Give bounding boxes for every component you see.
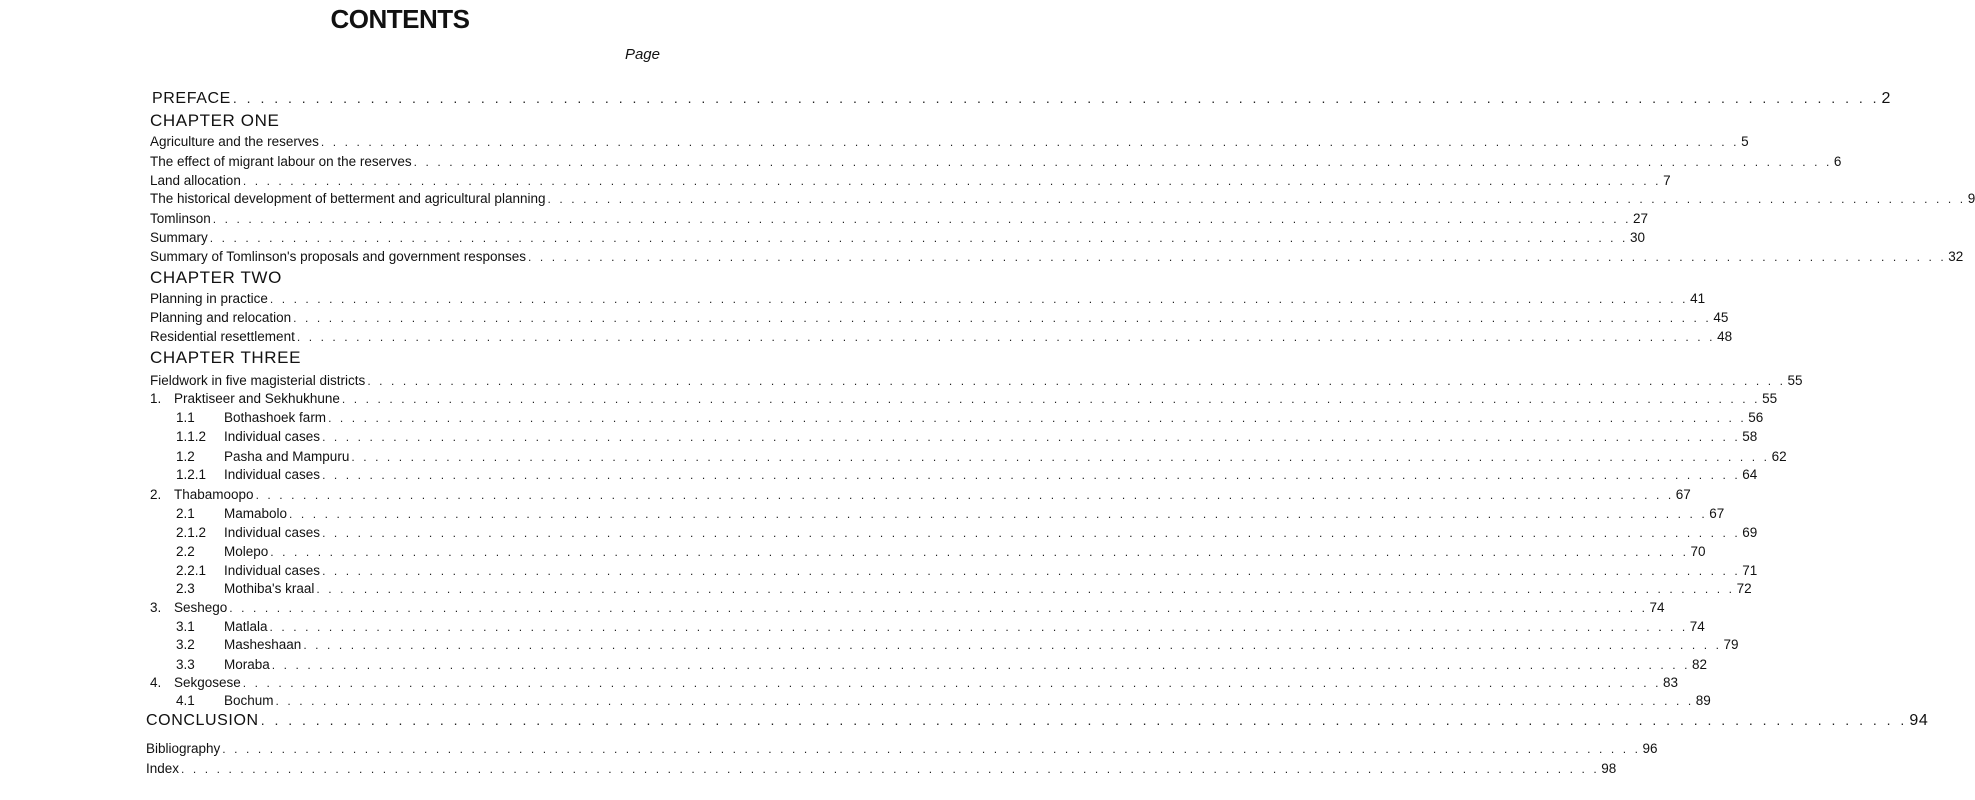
entry-page: 70 <box>1690 544 1706 559</box>
entry-label: Sekgosese <box>174 675 241 690</box>
dot-leader: . . . . . . . . . . . . . . . . . . . . . . . . . . . . . . . . . . . . . . . . . . . . . . . . . . . . . . . . . . . . . . . . . . . . . . . . . . . . . . . . . . . . . . . . . . . . . . . . . . . . . . . . . . . . . . . . . . . . . . . . <box>328 411 1747 425</box>
entry-number: 2.1 <box>176 506 195 521</box>
toc-entry <box>150 133 1749 151</box>
toc-entry <box>146 740 1658 758</box>
entry-label: Summary <box>150 230 208 245</box>
entry-page: 69 <box>1742 525 1758 540</box>
entry-page: 9 <box>1967 191 1975 206</box>
entry-page: 30 <box>1630 230 1646 245</box>
dot-leader: . . . . . . . . . . . . . . . . . . . . . . . . . . . . . . . . . . . . . . . . . . . . . . . . . . . . . . . . . . . . . . . . . . . . . . . . . . . . . . . . . . . . . . . . . . . . . . . . . . . . . . . . . . . . . . . . . . . . . . . . <box>269 620 1688 634</box>
toc-entry <box>176 505 1725 523</box>
dot-leader: . . . . . . . . . . . . . . . . . . . . . . . . . . . . . . . . . . . . . . . . . . . . . . . . . . . . . . . . . . . . . . . . . . . . . . . . . . . . . . . . . . . . . . . . . . . . . . . . . . . . . . . . . . . . . . . . . . . . . . . . <box>229 601 1648 615</box>
entry-label: Individual cases <box>224 525 321 540</box>
page-column-label: Page <box>624 46 660 63</box>
dot-leader: . . . . . . . . . . . . . . . . . . . . . . . . . . . . . . . . . . . . . . . . . . . . . . . . . . . . . . . . . . . . . . . . . . . . . . . . . . . . . . . . . . . . . . . . . . . . . . . . . . . . . . . . . . . . . . . . . . . . . . . . <box>181 762 1600 776</box>
chapter-two-heading: CHAPTER TWO <box>150 268 282 287</box>
entry-page: 67 <box>1675 487 1691 502</box>
entry-number: 3. <box>150 600 162 615</box>
toc-entry <box>176 409 1764 427</box>
entry-label: Individual cases <box>224 429 321 444</box>
toc-entry <box>176 618 1705 636</box>
toc-entry <box>150 674 1679 692</box>
entry-page: 74 <box>1689 619 1705 634</box>
toc-entry <box>176 466 1758 484</box>
toc-entry <box>176 580 1752 598</box>
dot-leader: . . . . . . . . . . . . . . . . . . . . . . . . . . . . . . . . . . . . . . . . . . . . . . . . . . . . . . . . . . . . . . . . . . . . . . . . . . . . . . . . . . . . . . . . . . . . . . . . . . . . . . . . . . . . . . . . . . . . . . . . <box>322 564 1741 578</box>
entry-page: 79 <box>1723 637 1739 652</box>
toc-entry <box>146 760 1617 778</box>
entry-number: 3.1 <box>176 619 195 634</box>
toc-entry <box>150 248 1964 266</box>
toc-entry-preface <box>152 88 1892 109</box>
entry-page: 94 <box>1909 712 1929 729</box>
toc-entry-conclusion <box>146 710 1929 731</box>
entry-label: Pasha and Mampuru <box>224 449 350 464</box>
toc-entry <box>150 172 1671 190</box>
entry-label: Moraba <box>224 657 270 672</box>
toc-entry <box>176 543 1706 561</box>
entry-label: Tomlinson <box>150 211 211 226</box>
entry-page: 55 <box>1762 391 1778 406</box>
toc-entry <box>176 428 1758 446</box>
dot-leader: . . . . . . . . . . . . . . . . . . . . . . . . . . . . . . . . . . . . . . . . . . . . . . . . . . . . . . . . . . . . . . . . . . . . . . . . . . . . . . . . . . . . . . . . . . . . . . . . . . . . . . . . . . . . . . . . . . . . . . . . <box>242 676 1662 690</box>
dot-leader: . . . . . . . . . . . . . . . . . . . . . . . . . . . . . . . . . . . . . . . . . . . . . . . . . . . . . . . . . . . . . . . . . . . . . . . . . . . . . . . . . . . . . . . . . . . . . . . . . . . . . . . . . . . . . . . . . . . . . . . . <box>242 174 1662 188</box>
toc-entry <box>150 229 1646 247</box>
entry-number: 4.1 <box>176 693 195 708</box>
entry-label: Summary of Tomlinson's proposals and government responses <box>150 249 527 264</box>
entry-page: 45 <box>1713 310 1729 325</box>
dot-leader: . . . . . . . . . . . . . . . . . . . . . . . . . . . . . . . . . . . . . . . . . . . . . . . . . . . . . . . . . . . . . . . . . . . . . . . . . . . . . . . . . . . . . . . . . . . . . . . . . . . . . . . . . . . . . . . . . . . . . . . . <box>367 374 1786 388</box>
entry-page: 32 <box>1948 249 1964 264</box>
entry-page: 89 <box>1695 693 1711 708</box>
toc-entry <box>176 524 1758 542</box>
entry-label: The historical development of betterment and agricultural planning <box>150 191 546 206</box>
entry-number: 1.2.1 <box>176 467 207 482</box>
entry-page: 74 <box>1649 600 1665 615</box>
entry-page: 27 <box>1633 211 1649 226</box>
entry-number: 2.2 <box>176 544 195 559</box>
toc-entry <box>150 190 1975 208</box>
entry-page: 58 <box>1742 429 1758 444</box>
entry-page: 67 <box>1709 506 1725 521</box>
toc-entry <box>176 692 1711 710</box>
entry-page: 71 <box>1742 563 1758 578</box>
entry-label: Land allocation <box>150 173 241 188</box>
entry-page: 96 <box>1642 741 1658 756</box>
entry-label: Bibliography <box>146 741 221 756</box>
entry-label: The effect of migrant labour on the reserves <box>150 154 412 169</box>
entry-label: Thabamoopo <box>174 487 254 502</box>
entry-label: Planning and relocation <box>150 310 292 325</box>
entry-label: PREFACE <box>152 90 231 107</box>
entry-number: 1.1.2 <box>176 429 207 444</box>
entry-page: 98 <box>1601 761 1617 776</box>
dot-leader: . . . . . . . . . . . . . . . . . . . . . . . . . . . . . . . . . . . . . . . . . . . . . . . . . . . . . . . . . . . . . . . . . . . . . . . . . . . . . . . . . . . . . . . . . . . . . . . . . . . . . . . . . . . . . . . . . . . . . . . . <box>293 311 1712 325</box>
toc-entry <box>150 486 1691 504</box>
toc-entry-fieldwork <box>150 372 1803 390</box>
entry-page: 56 <box>1748 410 1764 425</box>
entry-page: 2 <box>1881 90 1892 107</box>
entry-page: 55 <box>1787 373 1803 388</box>
entry-number: 2.1.2 <box>176 525 207 540</box>
toc-entry <box>150 309 1729 327</box>
entry-label: Index <box>146 761 180 776</box>
entry-label: Matlala <box>224 619 268 634</box>
entry-page: 5 <box>1741 134 1749 149</box>
toc-entry <box>150 390 1778 408</box>
entry-label: CONCLUSION <box>146 712 259 729</box>
entry-page: 82 <box>1692 657 1708 672</box>
toc-entry <box>176 656 1708 674</box>
toc-entry <box>176 562 1758 580</box>
entry-number: 3.3 <box>176 657 195 672</box>
dot-leader: . . . . . . . . . . . . . . . . . . . . . . . . . . . . . . . . . . . . . . . . . . . . . . . . . . . . . . . . . . . . . . . . . . . . . . . . . . . . . . . . . . . . . . . . . . . . . . . . . . . . . . . . . . . . . . . . . . . . . . . . <box>212 212 1632 226</box>
toc-entry <box>176 448 1787 466</box>
entry-number: 2.2.1 <box>176 563 207 578</box>
entry-page: 83 <box>1663 675 1679 690</box>
entry-label: Mothiba's kraal <box>224 581 315 596</box>
entry-number: 2. <box>150 487 162 502</box>
dot-leader: . . . . . . . . . . . . . . . . . . . . . . . . . . . . . . . . . . . . . . . . . . . . . . . . . . . . . . . . . . . . . . . . . . . . . . . . . . . . . . . . . . . . . . . . . . . . . . . . . . . . . . . . . . . . . . . . . . . . . . . . <box>351 450 1770 464</box>
entry-page: 41 <box>1690 291 1706 306</box>
dot-leader: . . . . . . . . . . . . . . . . . . . . . . . . . . . . . . . . . . . . . . . . . . . . . . . . . . . . . . . . . . . . . . . . . . . . . . . . . . . . . . . . . . . . . . . . . . . . . . . . . . . . . . . . . . . . . . . . . . . . . . . . <box>255 488 1674 502</box>
toc-entry <box>150 328 1733 346</box>
entry-page: 72 <box>1736 581 1752 596</box>
toc-entry <box>150 290 1706 308</box>
dot-leader: . . . . . . . . . . . . . . . . . . . . . . . . . . . . . . . . . . . . . . . . . . . . . . . . . . . . . . . . . . . . . . . . . . . . . . . . . . . . . . . . . . . . . . . . . . . . . . . . . . . . . . . . . . . . . . . . . . . . . . . . <box>222 742 1641 756</box>
entry-label: Bochum <box>224 693 274 708</box>
entry-label: Individual cases <box>224 563 321 578</box>
dot-leader: . . . . . . . . . . . . . . . . . . . . . . . . . . . . . . . . . . . . . . . . . . . . . . . . . . . . . . . . . . . . . . . . . . . . . . . . . . . . . . . . . . . . . . . . . . . . . . . . . . . . . . . . . . . . . . . . . . . . . . . . <box>296 330 1716 344</box>
entry-number: 1.1 <box>176 410 195 425</box>
dot-leader: . . . . . . . . . . . . . . . . . . . . . . . . . . . . . . . . . . . . . . . . . . . . . . . . . . . . . . . . . . . . . . . . . . . . . . . . . . . . . . . . . . . . . . . . . . . . . . . . . . . . . . . . . . . . . . . . . . . . . . . . <box>209 231 1628 245</box>
entry-page: 62 <box>1771 449 1787 464</box>
toc-entry <box>150 210 1649 228</box>
toc-entry <box>150 153 1842 171</box>
entry-page: 48 <box>1717 329 1733 344</box>
dot-leader: . . . . . . . . . . . . . . . . . . . . . . . . . . . . . . . . . . . . . . . . . . . . . . . . . . . . . . . . . . . . . . . . . . . . . . . . . . . . . . . . . . . . . . . . . . . . . . . . . . . . . . . . . . . . . . . . . . . . . . . . <box>341 392 1761 406</box>
dot-leader: . . . . . . . . . . . . . . . . . . . . . . . . . . . . . . . . . . . . . . . . . . . . . . . . . . . . . . . . . . . . . . . . . . . . . . . . . . . . . . . . . . . . . . . . . . . . . . . . . . . . . . . . . . . . . . . . . . . . . . . . <box>232 90 1880 106</box>
entry-label: Praktiseer and Sekhukhune <box>174 391 340 406</box>
entry-page: 7 <box>1663 173 1671 188</box>
entry-page: 6 <box>1833 154 1842 169</box>
entry-label: Residential resettlement <box>150 329 295 344</box>
entry-number: 4. <box>150 675 162 690</box>
toc-entry <box>150 599 1665 617</box>
dot-leader: . . . . . . . . . . . . . . . . . . . . . . . . . . . . . . . . . . . . . . . . . . . . . . . . . . . . . . . . . . . . . . . . . . . . . . . . . . . . . . . . . . . . . . . . . . . . . . . . . . . . . . . . . . . . . . . . . . . . . . . . <box>275 694 1694 708</box>
entry-label: Masheshaan <box>224 637 302 652</box>
dot-leader: . . . . . . . . . . . . . . . . . . . . . . . . . . . . . . . . . . . . . . . . . . . . . . . . . . . . . . . . . . . . . . . . . . . . . . . . . . . . . . . . . . . . . . . . . . . . . . . . . . . . . . . . . . . . . . . . . . . . . . . . <box>322 468 1741 482</box>
dot-leader: . . . . . . . . . . . . . . . . . . . . . . . . . . . . . . . . . . . . . . . . . . . . . . . . . . . . . . . . . . . . . . . . . . . . . . . . . . . . . . . . . . . . . . . . . . . . . . . . . . . . . . . . . . . . . . . . . . . . . . . . <box>320 135 1740 149</box>
entry-number: 2.3 <box>176 581 195 596</box>
dot-leader: . . . . . . . . . . . . . . . . . . . . . . . . . . . . . . . . . . . . . . . . . . . . . . . . . . . . . . . . . . . . . . . . . . . . . . . . . . . . . . . . . . . . . . . . . . . . . . . . . . . . . . . . . . . . . . . . . . . . . . . . <box>322 430 1741 444</box>
entry-label: Mamabolo <box>224 506 288 521</box>
dot-leader: . . . . . . . . . . . . . . . . . . . . . . . . . . . . . . . . . . . . . . . . . . . . . . . . . . . . . . . . . . . . . . . . . . . . . . . . . . . . . . . . . . . . . . . . . . . . . . . . . . . . . . . . . . . . . . . . . . . . . . . . <box>528 250 1947 264</box>
entry-label: Bothashoek farm <box>224 410 327 425</box>
entry-label: Planning in practice <box>150 291 268 306</box>
entry-label: Fieldwork in five magisterial districts <box>150 373 366 388</box>
entry-page: 64 <box>1742 467 1758 482</box>
dot-leader: . . . . . . . . . . . . . . . . . . . . . . . . . . . . . . . . . . . . . . . . . . . . . . . . . . . . . . . . . . . . . . . . . . . . . . . . . . . . . . . . . . . . . . . . . . . . . . . . . . . . . . . . . . . . . . . . . . . . . . . . <box>322 526 1741 540</box>
entry-label: Individual cases <box>224 467 321 482</box>
dot-leader: . . . . . . . . . . . . . . . . . . . . . . . . . . . . . . . . . . . . . . . . . . . . . . . . . . . . . . . . . . . . . . . . . . . . . . . . . . . . . . . . . . . . . . . . . . . . . . . . . . . . . . . . . . . . . . . . . . . . . . . . <box>303 638 1722 652</box>
entry-label: Seshego <box>174 600 228 615</box>
entry-number: 3.2 <box>176 637 195 652</box>
dot-leader: . . . . . . . . . . . . . . . . . . . . . . . . . . . . . . . . . . . . . . . . . . . . . . . . . . . . . . . . . . . . . . . . . . . . . . . . . . . . . . . . . . . . . . . . . . . . . . . . . . . . . . . . . . . . . . . . . . . . . . . . <box>413 155 1832 169</box>
chapter-one-heading: CHAPTER ONE <box>150 111 280 130</box>
entry-label: Molepo <box>224 544 269 559</box>
dot-leader: . . . . . . . . . . . . . . . . . . . . . . . . . . . . . . . . . . . . . . . . . . . . . . . . . . . . . . . . . . . . . . . . . . . . . . . . . . . . . . . . . . . . . . . . . . . . . . . . . . . . . . . . . . . . . . . . . . . . . . . . <box>271 658 1691 672</box>
dot-leader: . . . . . . . . . . . . . . . . . . . . . . . . . . . . . . . . . . . . . . . . . . . . . . . . . . . . . . . . . . . . . . . . . . . . . . . . . . . . . . . . . . . . . . . . . . . . . . . . . . . . . . . . . . . . . . . . . . . . . . . . <box>547 192 1966 206</box>
entry-label: Agriculture and the reserves <box>150 134 319 149</box>
dot-leader: . . . . . . . . . . . . . . . . . . . . . . . . . . . . . . . . . . . . . . . . . . . . . . . . . . . . . . . . . . . . . . . . . . . . . . . . . . . . . . . . . . . . . . . . . . . . . . . . . . . . . . . . . . . . . . . . . . . . . . . . <box>270 545 1689 559</box>
dot-leader: . . . . . . . . . . . . . . . . . . . . . . . . . . . . . . . . . . . . . . . . . . . . . . . . . . . . . . . . . . . . . . . . . . . . . . . . . . . . . . . . . . . . . . . . . . . . . . . . . . . . . . . . . . . . . . . . . . . . . . . . <box>316 582 1735 596</box>
page-title: CONTENTS <box>330 4 470 34</box>
dot-leader: . . . . . . . . . . . . . . . . . . . . . . . . . . . . . . . . . . . . . . . . . . . . . . . . . . . . . . . . . . . . . . . . . . . . . . . . . . . . . . . . . . . . . . . . . . . . . . . . . . . . . . . . . . . . . . . . . . . . . . . . <box>289 507 1708 521</box>
chapter-three-heading: CHAPTER THREE <box>150 348 302 367</box>
toc-entry <box>176 636 1739 654</box>
dot-leader: . . . . . . . . . . . . . . . . . . . . . . . . . . . . . . . . . . . . . . . . . . . . . . . . . . . . . . . . . . . . . . . . . . . . . . . . . . . . . . . . . . . . . . . . . . . . . . . . . . . . . . . . . . . . . . . . . . . . . . . . <box>260 712 1908 728</box>
dot-leader: . . . . . . . . . . . . . . . . . . . . . . . . . . . . . . . . . . . . . . . . . . . . . . . . . . . . . . . . . . . . . . . . . . . . . . . . . . . . . . . . . . . . . . . . . . . . . . . . . . . . . . . . . . . . . . . . . . . . . . . . <box>269 292 1689 306</box>
entry-number: 1.2 <box>176 449 195 464</box>
entry-number: 1. <box>150 391 162 406</box>
